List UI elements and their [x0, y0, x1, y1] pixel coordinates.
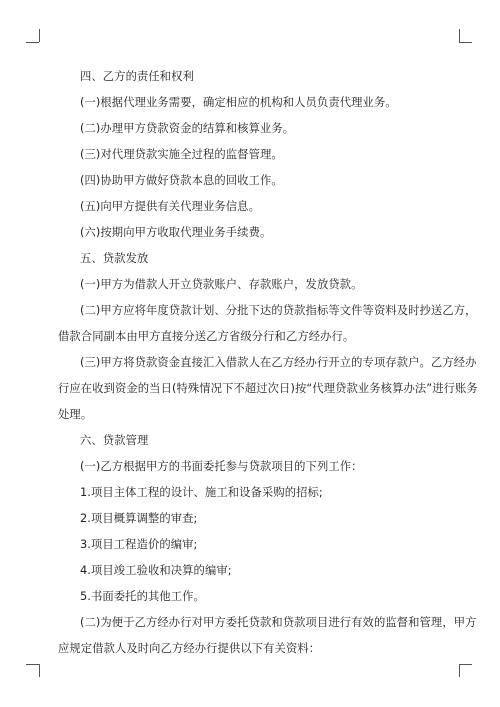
crop-mark-bottom-right: [459, 664, 473, 678]
paragraph-line: 处理。: [58, 408, 93, 421]
list-item: 1.项目主体工程的设计、施工和设备采购的招标;: [80, 486, 323, 499]
paragraph-line: (一)根据代理业务需要，确定相应的机构和人员负责代理业务。: [80, 96, 397, 109]
list-item: 3.项目工程造价的编审;: [80, 538, 198, 551]
paragraph-line: (一)乙方根据甲方的书面委托参与贷款项目的下列工作：: [80, 460, 363, 473]
paragraph-line: (六)按期向甲方收取代理业务手续费。: [80, 226, 272, 239]
paragraph-line: (二)甲方应将年度贷款计划、分批下达的贷款指标等文件等资料及时抄送乙方，: [80, 304, 477, 317]
document-body: [58, 64, 478, 662]
list-item: 4.项目竣工验收和决算的编审;: [80, 564, 232, 577]
crop-mark-bottom-left: [26, 664, 40, 678]
paragraph-line: (二)办理甲方贷款资金的结算和核算业务。: [80, 122, 295, 135]
section-heading-6: 六、贷款管理: [80, 434, 149, 447]
paragraph-line: (四)协助甲方做好贷款本息的回收工作。: [80, 174, 283, 187]
paragraph-line: (三)甲方将贷款资金直接汇入借款人在乙方经办行开立的专项存款户。乙方经办: [80, 356, 477, 369]
paragraph-line: 借款合同副本由甲方直接分送乙方省级分行和乙方经办行。: [58, 330, 355, 343]
paragraph-line: (二)为便于乙方经办行对甲方委托贷款和贷款项目进行有效的监督和管理，甲方: [80, 616, 477, 629]
crop-mark-top-right: [459, 29, 473, 43]
section-heading-5: 五、贷款发放: [80, 252, 149, 265]
section-heading-4: 四、乙方的责任和权利: [80, 70, 194, 83]
paragraph-line: (一)甲方为借款人开立贷款账户、存款账户，发放贷款。: [80, 278, 363, 291]
paragraph-line: 应规定借款人及时向乙方经办行提供以下有关资料：: [58, 642, 321, 655]
paragraph-line: (五)向甲方提供有关代理业务信息。: [80, 200, 260, 213]
list-item: 2.项目概算调整的审查;: [80, 512, 198, 525]
paragraph-line: (三)对代理贷款实施全过程的监督管理。: [80, 148, 283, 161]
list-item: 5.书面委托的其他工作。: [80, 590, 205, 603]
crop-mark-top-left: [26, 29, 40, 43]
paragraph-line: 行应在收到资金的当日(特殊情况下不超过次日)按“代理贷款业务核算办法”进行账务: [58, 382, 478, 395]
